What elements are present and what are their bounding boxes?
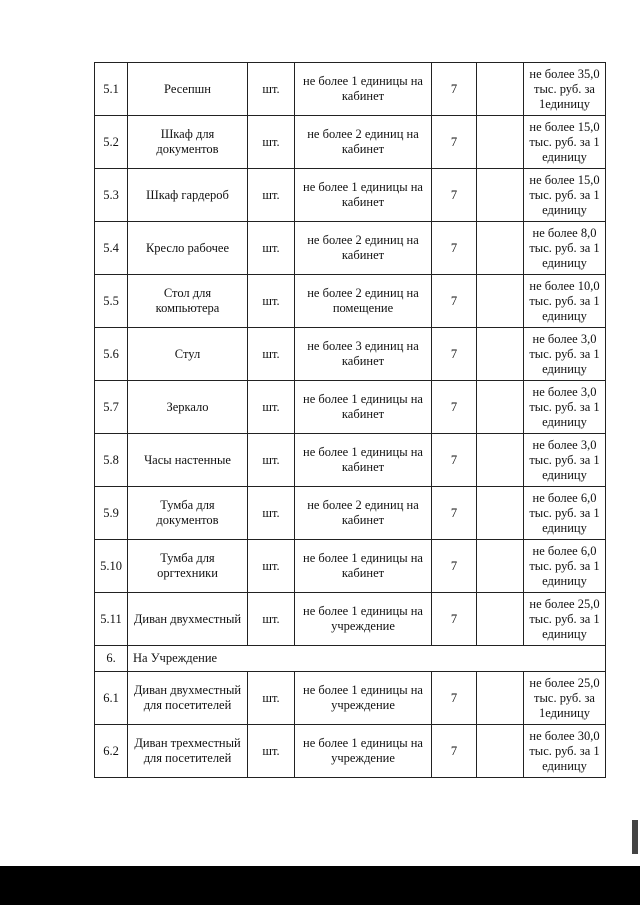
empty-cell: [477, 593, 524, 646]
price-limit: не более 6,0 тыс. руб. за 1 единицу: [524, 540, 606, 593]
item-name: Диван трехместный для посетителей: [128, 725, 248, 778]
price-limit: не более 25,0 тыс. руб. за 1единицу: [524, 672, 606, 725]
row-number: 5.2: [95, 116, 128, 169]
service-years: 7: [432, 672, 477, 725]
empty-cell: [477, 487, 524, 540]
price-limit: не более 25,0 тыс. руб. за 1 единицу: [524, 593, 606, 646]
unit: шт.: [248, 116, 295, 169]
empty-cell: [477, 169, 524, 222]
row-number: 5.4: [95, 222, 128, 275]
unit: шт.: [248, 275, 295, 328]
price-limit: не более 3,0 тыс. руб. за 1 единицу: [524, 328, 606, 381]
service-years: 7: [432, 725, 477, 778]
empty-cell: [477, 725, 524, 778]
unit: шт.: [248, 63, 295, 116]
price-limit: не более 3,0 тыс. руб. за 1 единицу: [524, 434, 606, 487]
section-label: На Учреждение: [128, 646, 606, 672]
quantity-norm: не более 2 единиц на помещение: [295, 275, 432, 328]
unit: шт.: [248, 169, 295, 222]
empty-cell: [477, 275, 524, 328]
table-row: [95, 328, 606, 381]
table-row: [95, 487, 606, 540]
item-name: Ресепшн: [128, 63, 248, 116]
quantity-norm: не более 1 единицы на кабинет: [295, 434, 432, 487]
item-name: Шкаф для документов: [128, 116, 248, 169]
table-row: [95, 116, 606, 169]
table-row: [95, 169, 606, 222]
service-years: 7: [432, 63, 477, 116]
item-name: Шкаф гардероб: [128, 169, 248, 222]
norms-table: [94, 62, 606, 778]
price-limit: не более 3,0 тыс. руб. за 1 единицу: [524, 381, 606, 434]
unit: шт.: [248, 725, 295, 778]
empty-cell: [477, 540, 524, 593]
item-name: Тумба для документов: [128, 487, 248, 540]
quantity-norm: не более 1 единицы на учреждение: [295, 672, 432, 725]
table-row: [95, 63, 606, 116]
table-row: [95, 222, 606, 275]
price-limit: не более 6,0 тыс. руб. за 1 единицу: [524, 487, 606, 540]
table-row: [95, 725, 606, 778]
row-number: 5.9: [95, 487, 128, 540]
quantity-norm: не более 2 единиц на кабинет: [295, 487, 432, 540]
empty-cell: [477, 672, 524, 725]
unit: шт.: [248, 222, 295, 275]
price-limit: не более 15,0 тыс. руб. за 1 единицу: [524, 116, 606, 169]
service-years: 7: [432, 222, 477, 275]
row-number: 6.2: [95, 725, 128, 778]
section-number: 6.: [95, 646, 128, 672]
item-name: Зеркало: [128, 381, 248, 434]
item-name: Кресло рабочее: [128, 222, 248, 275]
row-number: 5.6: [95, 328, 128, 381]
scan-bottom-bar: [0, 866, 640, 905]
row-number: 5.7: [95, 381, 128, 434]
service-years: 7: [432, 593, 477, 646]
price-limit: не более 30,0 тыс. руб. за 1 единицу: [524, 725, 606, 778]
row-number: 6.1: [95, 672, 128, 725]
service-years: 7: [432, 275, 477, 328]
quantity-norm: не более 1 единицы на учреждение: [295, 725, 432, 778]
table-body-section-5: [95, 63, 606, 646]
row-number: 5.5: [95, 275, 128, 328]
empty-cell: [477, 222, 524, 275]
quantity-norm: не более 1 единицы на кабинет: [295, 381, 432, 434]
price-limit: не более 10,0 тыс. руб. за 1 единицу: [524, 275, 606, 328]
service-years: 7: [432, 434, 477, 487]
price-limit: не более 15,0 тыс. руб. за 1 единицу: [524, 169, 606, 222]
table-body-section-6-header: [95, 646, 606, 672]
service-years: 7: [432, 116, 477, 169]
section-row: [95, 646, 606, 672]
quantity-norm: не более 1 единицы на кабинет: [295, 63, 432, 116]
quantity-norm: не более 2 единиц на кабинет: [295, 116, 432, 169]
empty-cell: [477, 381, 524, 434]
quantity-norm: не более 3 единиц на кабинет: [295, 328, 432, 381]
unit: шт.: [248, 381, 295, 434]
item-name: Стул: [128, 328, 248, 381]
item-name: Стол для компьютера: [128, 275, 248, 328]
row-number: 5.1: [95, 63, 128, 116]
quantity-norm: не более 1 единицы на кабинет: [295, 540, 432, 593]
empty-cell: [477, 328, 524, 381]
unit: шт.: [248, 434, 295, 487]
row-number: 5.11: [95, 593, 128, 646]
service-years: 7: [432, 169, 477, 222]
table-row: [95, 672, 606, 725]
price-limit: не более 35,0 тыс. руб. за 1единицу: [524, 63, 606, 116]
table-row: [95, 593, 606, 646]
service-years: 7: [432, 487, 477, 540]
row-number: 5.3: [95, 169, 128, 222]
table-body-section-6: [95, 672, 606, 778]
scan-edge-mark: [632, 820, 638, 854]
table-row: [95, 275, 606, 328]
empty-cell: [477, 434, 524, 487]
unit: шт.: [248, 593, 295, 646]
table-row: [95, 540, 606, 593]
row-number: 5.10: [95, 540, 128, 593]
service-years: 7: [432, 328, 477, 381]
empty-cell: [477, 116, 524, 169]
item-name: Тумба для оргтехники: [128, 540, 248, 593]
unit: шт.: [248, 672, 295, 725]
row-number: 5.8: [95, 434, 128, 487]
table-row: [95, 434, 606, 487]
unit: шт.: [248, 328, 295, 381]
price-limit: не более 8,0 тыс. руб. за 1 единицу: [524, 222, 606, 275]
item-name: Часы настенные: [128, 434, 248, 487]
quantity-norm: не более 1 единицы на кабинет: [295, 169, 432, 222]
service-years: 7: [432, 540, 477, 593]
quantity-norm: не более 2 единиц на кабинет: [295, 222, 432, 275]
service-years: 7: [432, 381, 477, 434]
item-name: Диван двухместный для посетителей: [128, 672, 248, 725]
unit: шт.: [248, 487, 295, 540]
item-name: Диван двухместный: [128, 593, 248, 646]
unit: шт.: [248, 540, 295, 593]
quantity-norm: не более 1 единицы на учреждение: [295, 593, 432, 646]
empty-cell: [477, 63, 524, 116]
table-row: [95, 381, 606, 434]
